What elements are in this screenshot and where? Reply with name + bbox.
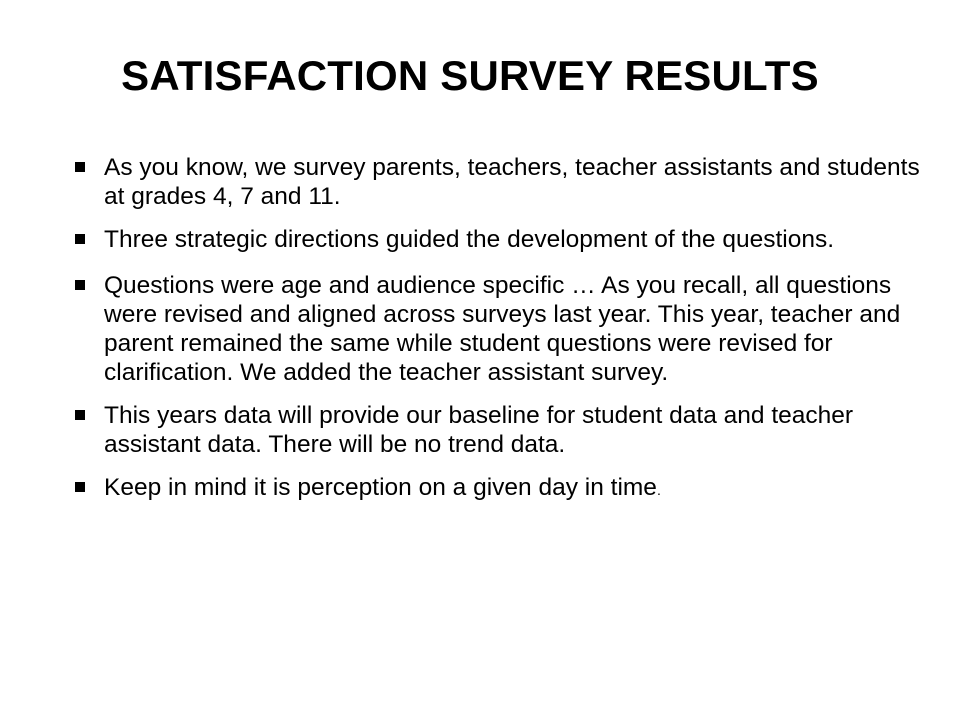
square-bullet-icon — [72, 267, 104, 303]
bullet-text — [104, 469, 922, 505]
bullet-text-main: Keep in mind it is perception on a given day in time — [104, 474, 657, 501]
bullet-text: As you know, we survey parents, teachers, teacher assistants and students at grades 4, 7 and 11. — [104, 154, 920, 210]
bullet-item — [72, 221, 922, 257]
bullet-list — [72, 149, 922, 515]
bullet-trailing-period: . — [656, 482, 661, 498]
bullet-item — [72, 267, 922, 387]
bullet-item — [72, 149, 922, 211]
slide-title: SATISFACTION SURVEY RESULTS — [121, 52, 819, 99]
bullet-text: Three strategic directions guided the development of the questions. — [104, 226, 834, 253]
bullet-text: Questions were age and audience specific … As you recall, all questions were revised and aligned across surveys last year. This year, teacher and parent remained the same while student questions were revised for clarification. We added the teacher assistant survey. — [104, 272, 901, 386]
square-bullet-icon — [72, 149, 104, 185]
bullet-item — [72, 397, 922, 459]
square-bullet-icon — [72, 221, 104, 257]
square-bullet-icon — [72, 397, 104, 433]
bullet-item — [72, 469, 922, 505]
bullet-text: This years data will provide our baseline for student data and teacher assistant data. There will be no trend data. — [104, 402, 854, 458]
square-bullet-icon — [72, 469, 104, 505]
